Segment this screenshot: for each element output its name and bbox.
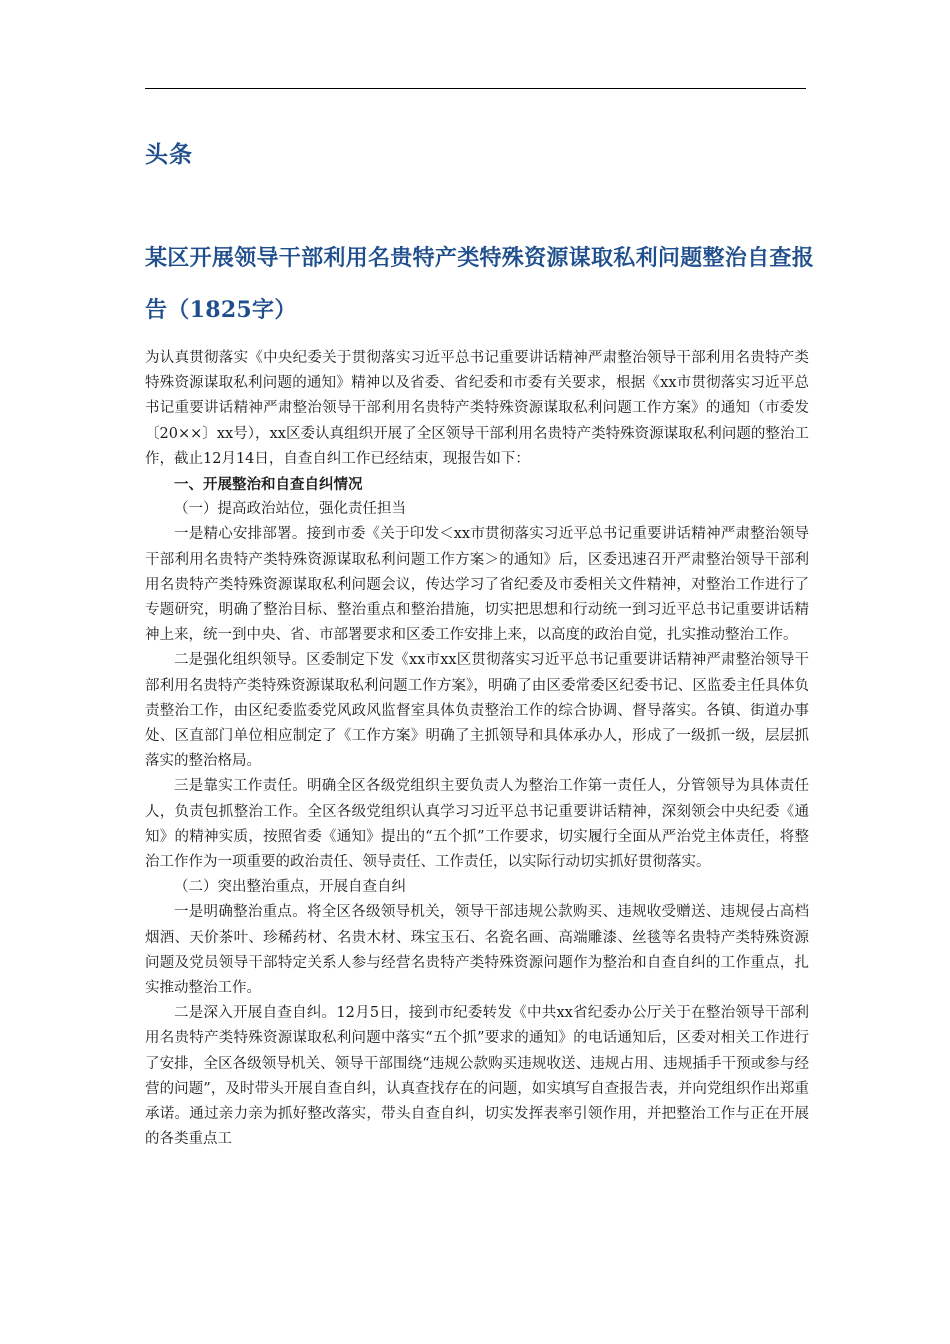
- heading-section-1: 一、开展整治和自查自纠情况: [174, 476, 363, 494]
- paragraph: 一是明确整治重点。将全区各级领导机关，领导干部违规公款购买、违规收受赠送、违规侵占高档烟酒、天价茶叶、珍稀药材、名贵木材、珠宝玉石、名瓷名画、高端雕漆、丝毯等名贵特产类特殊资源问题及党员领导干部特定关系人参与经营名贵特产类特殊资源问题作为整治和自查自纠的工作重点，扎实推动整治工作。: [145, 904, 809, 997]
- document-title: 某区开展领导干部利用名贵特产类特殊资源谋取私利问题整治自查报告（1825字）: [145, 245, 815, 323]
- paragraph: 三是靠实工作责任。明确全区各级党组织主要负责人为整治工作第一责任人，分管领导为具体责任人，负责包抓整治工作。全区各级党组织认真学习习近平总书记重要讲话精神，深刻领会中央纪委《通知》的精神实质，按照省委《通知》提出的“五个抓”工作要求，切实履行全面从严治党主体责任，将整治工作作为一项重要的政治责任、领导责任、工作责任，以实际行动切实抓好贯彻落实。: [145, 778, 809, 871]
- top-divider: [145, 88, 806, 89]
- subheading-2: （二）突出整治重点，开展自查自纠: [174, 879, 406, 896]
- paragraph-intro: 为认真贯彻落实《中央纪委关于贯彻落实习近平总书记重要讲话精神严肃整治领导干部利用名贵特产类特殊资源谋取私利问题的通知》精神以及省委、省纪委和市委有关要求，根据《xx市贯彻落实习近平总书记重要讲话精神严肃整治领导干部利用名贵特产类特殊资源谋取私利问题工作方案》的通知（市委发〔20××〕xx号），xx区委认真组织开展了全区领导干部利用名贵特产类特殊资源谋取私利问题的整治工作，截止12月14日，自查自纠工作已经结束，现报告如下：: [145, 350, 809, 467]
- paragraph: 一是精心安排部署。接到市委《关于印发＜xx市贯彻落实习近平总书记重要讲话精神严肃整治领导干部利用名贵特产类特殊资源谋取私利问题工作方案＞的通知》后，区委迅速召开严肃整治领导干部利用名贵特产类特殊资源谋取私利问题会议，传达学习了省纪委及市委相关文件精神，对整治工作进行了专题研究，明确了整治目标、整治重点和整治措施，切实把思想和行动统一到习近平总书记重要讲话精神上来，统一到中央、省、市部署要求和区委工作安排上来，以高度的政治自觉，扎实推动整治工作。: [145, 526, 809, 644]
- section-label: 头条: [145, 141, 193, 168]
- subheading-1: （一）提高政治站位，强化责任担当: [174, 501, 406, 518]
- paragraph: 二是强化组织领导。区委制定下发《xx市xx区贯彻落实习近平总书记重要讲话精神严肃整治领导干部利用名贵特产类特殊资源谋取私利问题工作方案》，明确了由区委常委区纪委书记、区监委主任具体负责整治工作，由区纪委监委党风政风监督室具体负责整治工作的综合协调、督导落实。各镇、街道办事处、区直部门单位相应制定了《工作方案》明确了主抓领导和具体承办人，形成了一级抓一级，层层抓落实的整治格局。: [145, 652, 809, 770]
- document-body: [145, 346, 809, 1153]
- paragraph: 二是深入开展自查自纠。12月5日，接到市纪委转发《中共xx省纪委办公厅关于在整治领导干部利用名贵特产类特殊资源谋取私利问题中落实“五个抓”要求的通知》的电话通知后，区委对相关工作进行了安排，全区各级领导机关、领导干部围绕“违规公款购买违规收送、违规占用、违规插手干预或参与经营的问题”，及时带头开展自查自纠，认真查找存在的问题，如实填写自查报告表，并向党组织作出郑重承诺。通过亲力亲为抓好整改落实，带头自查自纠，切实发挥表率引领作用，并把整治工作与正在开展的各类重点工: [145, 1005, 809, 1148]
